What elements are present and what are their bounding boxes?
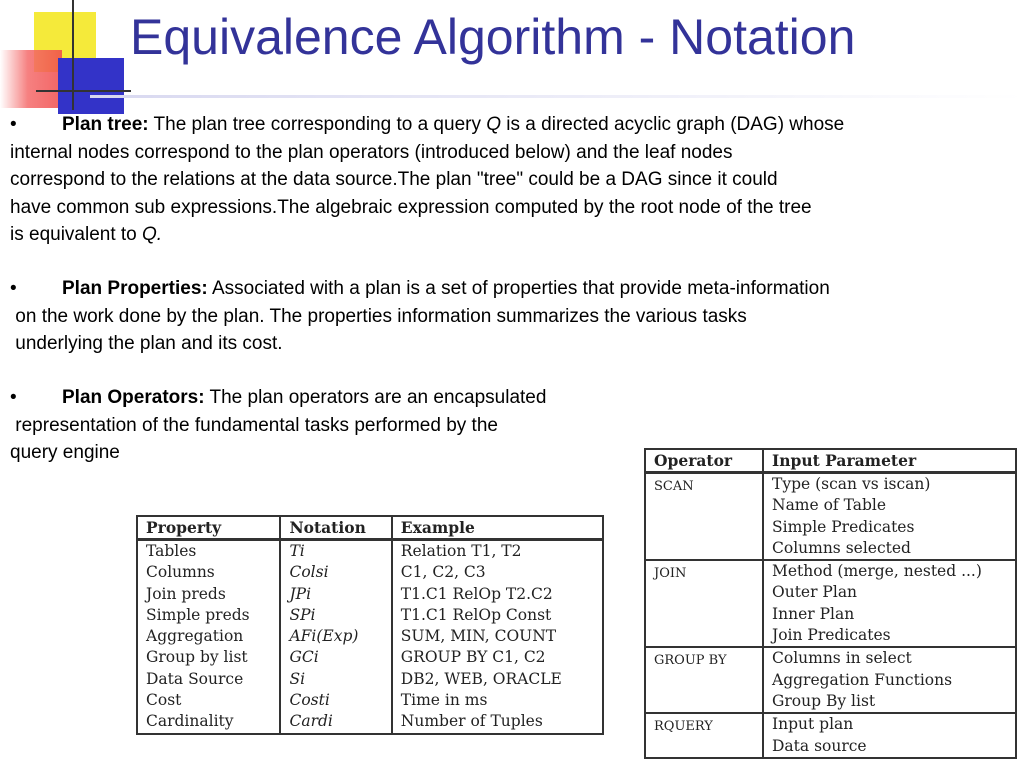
plan-tree-line-1: • Plan tree: The plan tree corresponding to a query Q is a directed acyclic graph (DAG) whose	[10, 111, 844, 139]
header-notation: Notation	[280, 516, 391, 540]
table-row	[137, 690, 603, 711]
input-parameter-cell: Data source	[763, 736, 1016, 758]
table-row	[645, 560, 1016, 582]
property-cell: Columns	[137, 562, 280, 583]
table-row	[137, 540, 603, 563]
input-parameter-cell: Join Predicates	[763, 625, 1016, 647]
header-operator: Operator	[645, 449, 763, 473]
example-cell: Number of Tuples	[392, 711, 603, 733]
operator-table-header	[645, 449, 1016, 473]
plan-operators-line-1: • Plan Operators: The plan operators are an encapsulated	[10, 384, 546, 412]
example-cell: DB2, WEB, ORACLE	[392, 669, 603, 690]
table-row	[645, 473, 1016, 496]
plan-operators-line-2: representation of the fundamental tasks performed by the	[10, 414, 498, 436]
decorative-blue-square	[58, 58, 124, 114]
notation-cell: Ti	[280, 540, 391, 563]
notation-cell: Costi	[280, 690, 391, 711]
decorative-horizontal-line	[36, 90, 131, 92]
example-cell: T1.C1 RelOp Const	[392, 605, 603, 626]
bullet-marker: •	[10, 278, 17, 299]
notation-cell: AFi(Exp)	[280, 626, 391, 647]
table-row	[645, 647, 1016, 669]
example-cell: Relation T1, T2	[392, 540, 603, 563]
input-parameter-cell: Columns in select	[763, 647, 1016, 669]
input-parameter-cell: Type (scan vs iscan)	[763, 473, 1016, 496]
operator-cell: SCAN	[645, 473, 763, 561]
slide-title: Equivalence Algorithm - Notation	[130, 9, 856, 65]
property-cell: Cost	[137, 690, 280, 711]
bullet-plan-tree	[10, 111, 844, 249]
example-cell: Time in ms	[392, 690, 603, 711]
operator-cell: GROUP BY	[645, 647, 763, 713]
plan-tree-line-5: is equivalent to Q.	[10, 224, 163, 245]
plan-tree-line-3: correspond to the relations at the data source.The plan "tree" could be a DAG since it could	[10, 169, 778, 190]
plan-tree-line-4: have common sub expressions.The algebraic expression computed by the root node of the tree	[10, 196, 812, 218]
header-input-parameter: Input Parameter	[763, 449, 1016, 473]
property-cell: Aggregation	[137, 626, 280, 647]
property-table	[136, 515, 604, 735]
plan-tree-line-2: internal nodes correspond to the plan operators (introduced below) and the leaf nodes	[10, 141, 733, 163]
table-row	[645, 713, 1016, 735]
table-row	[137, 626, 603, 647]
table-row	[137, 562, 603, 583]
table-row	[137, 711, 603, 733]
input-parameter-cell: Input plan	[763, 713, 1016, 735]
decorative-vertical-line	[72, 0, 74, 110]
plan-properties-line-1: • Plan Properties: Associated with a plan is a set of properties that provide meta-information	[10, 275, 830, 303]
notation-cell: Colsi	[280, 562, 391, 583]
example-cell: GROUP BY C1, C2	[392, 647, 603, 668]
bullet-marker: •	[10, 387, 17, 408]
plan-operators-line-3: query engine	[10, 442, 120, 463]
input-parameter-cell: Simple Predicates	[763, 517, 1016, 538]
operator-table	[644, 448, 1017, 759]
input-parameter-cell: Group By list	[763, 691, 1016, 713]
plan-operators-heading: Plan Operators:	[62, 387, 205, 408]
input-parameter-cell: Outer Plan	[763, 582, 1016, 603]
plan-tree-heading: Plan tree:	[62, 114, 149, 135]
property-cell: Join preds	[137, 584, 280, 605]
property-table-header	[137, 516, 603, 540]
plan-properties-line-3: underlying the plan and its cost.	[10, 333, 283, 354]
bullet-plan-operators	[10, 384, 546, 467]
header-property: Property	[137, 516, 280, 540]
decorative-red-square	[0, 50, 62, 108]
notation-cell: Si	[280, 669, 391, 690]
notation-cell: JPi	[280, 584, 391, 605]
property-cell: Data Source	[137, 669, 280, 690]
notation-cell: GCi	[280, 647, 391, 668]
property-cell: Simple preds	[137, 605, 280, 626]
bullet-marker: •	[10, 114, 17, 135]
table-row	[137, 584, 603, 605]
operator-cell: JOIN	[645, 560, 763, 647]
table-row	[137, 605, 603, 626]
example-cell: C1, C2, C3	[392, 562, 603, 583]
plan-properties-heading: Plan Properties:	[62, 278, 208, 299]
plan-properties-line-2: on the work done by the plan. The properties information summarizes the various tasks	[10, 305, 747, 327]
property-cell: Tables	[137, 540, 280, 563]
table-row	[137, 669, 603, 690]
input-parameter-cell: Columns selected	[763, 538, 1016, 560]
input-parameter-cell: Name of Table	[763, 495, 1016, 516]
input-parameter-cell: Aggregation Functions	[763, 670, 1016, 691]
example-cell: T1.C1 RelOp T2.C2	[392, 584, 603, 605]
property-cell: Cardinality	[137, 711, 280, 733]
example-cell: SUM, MIN, COUNT	[392, 626, 603, 647]
notation-cell: SPi	[280, 605, 391, 626]
input-parameter-cell: Method (merge, nested ...)	[763, 560, 1016, 582]
title-underline	[90, 95, 1024, 98]
notation-cell: Cardi	[280, 711, 391, 733]
operator-cell: RQUERY	[645, 713, 763, 758]
property-cell: Group by list	[137, 647, 280, 668]
input-parameter-cell: Inner Plan	[763, 604, 1016, 625]
header-example: Example	[392, 516, 603, 540]
table-row	[137, 647, 603, 668]
bullet-plan-properties	[10, 275, 830, 358]
